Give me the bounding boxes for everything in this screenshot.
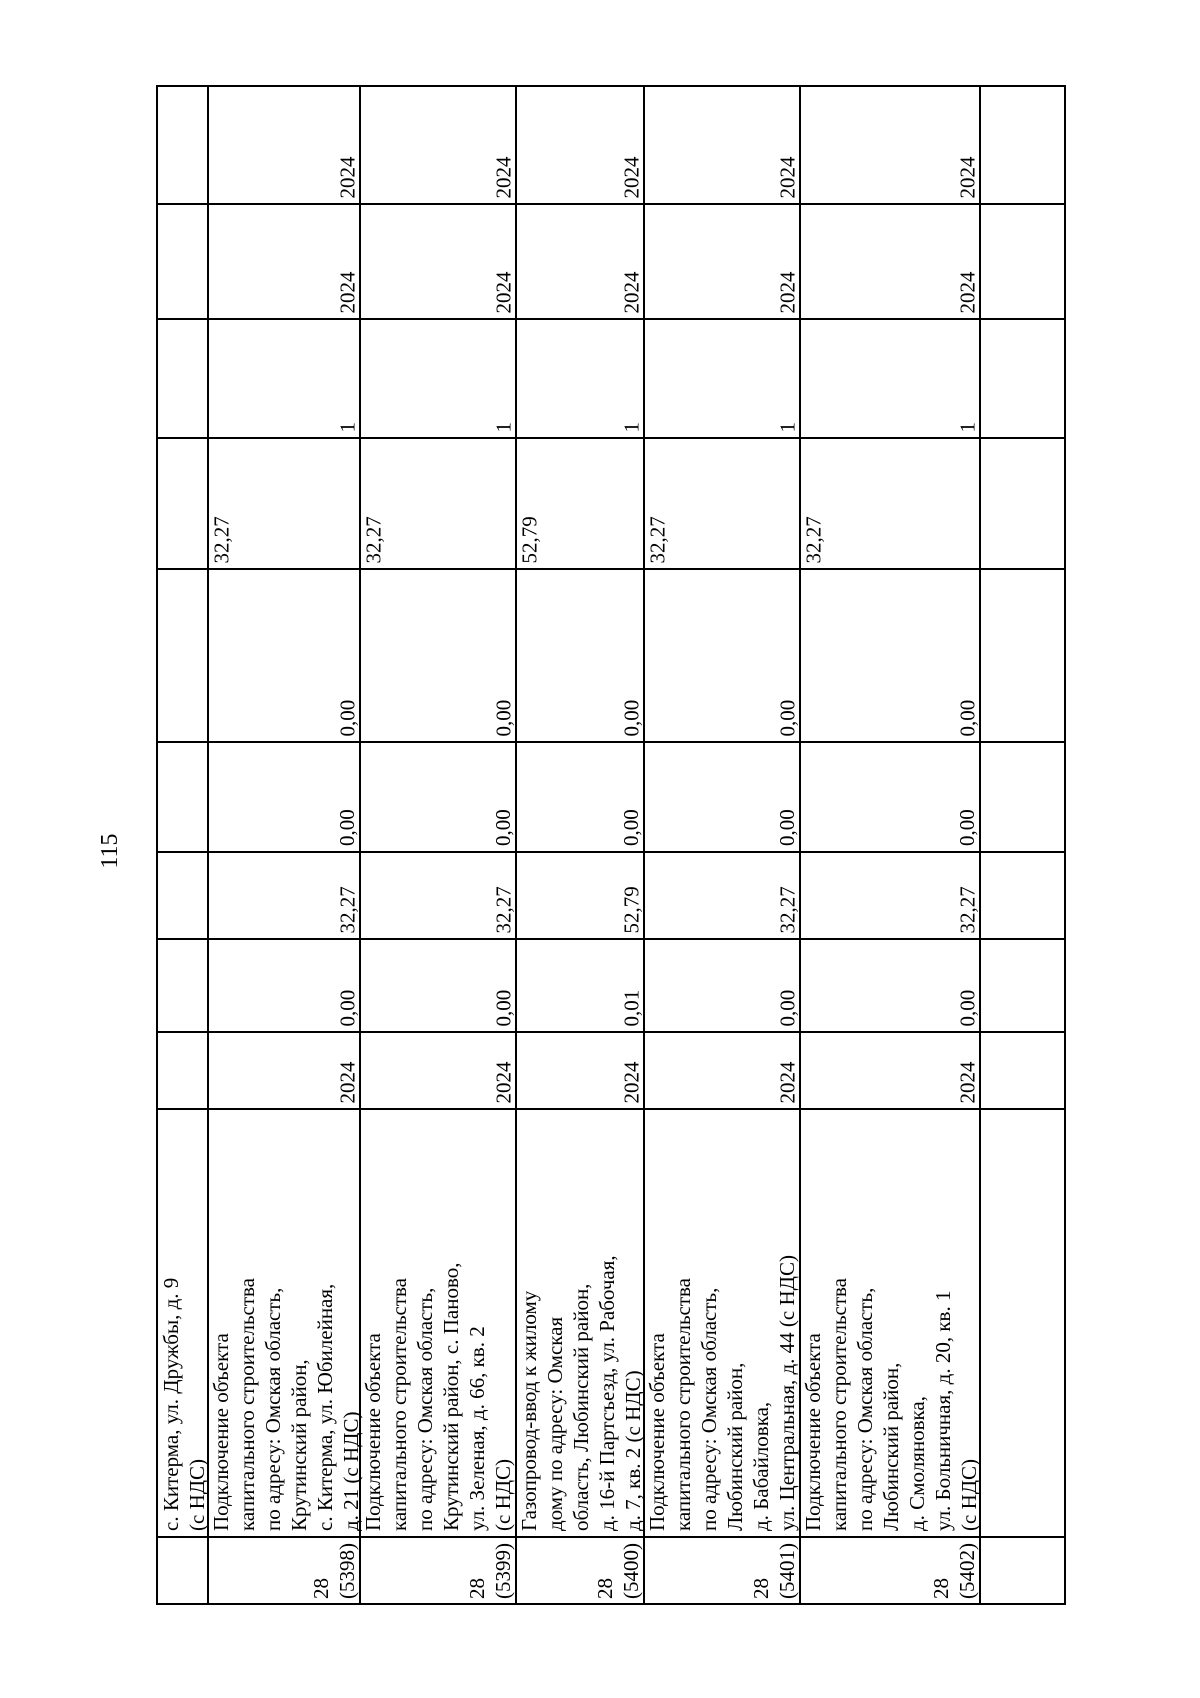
value-cell: 2024 (335, 1061, 359, 1103)
description-cell (360, 1109, 516, 1537)
value-cell: 0,00 (335, 699, 359, 736)
value-cell: 0,00 (491, 809, 515, 846)
value-cell: 1 (491, 421, 515, 432)
value-cell: 2024 (955, 156, 979, 198)
id-cell (208, 1537, 360, 1605)
value-cell: 2024 (491, 1061, 515, 1103)
id-cell-line: (5398) (335, 1543, 359, 1599)
value-cell: 0,00 (335, 989, 359, 1026)
value-cell: 32,27 (955, 885, 979, 933)
description-cell-line: ул. Центральная, д. 44 (с НДС) (775, 1255, 799, 1531)
value-cell: 2024 (491, 271, 515, 313)
value-cell: 52,79 (517, 515, 541, 563)
value-cell: 2024 (955, 1061, 979, 1103)
id-cell-line: 28 (593, 1578, 617, 1599)
description-cell-line: (с НДС) (185, 1458, 209, 1531)
value-cell: 0,00 (491, 699, 515, 736)
description-cell-line: д. Смоляновка, (905, 1396, 929, 1531)
description-cell-line: Газопровод-ввод к жилому (517, 1290, 541, 1531)
value-cell: 32,27 (801, 515, 825, 563)
value-cell: 32,27 (209, 515, 233, 563)
description-cell-line: ул. Больничная, д. 20, кв. 1 (931, 1290, 955, 1531)
description-cell-line: капитального строительства (235, 1278, 259, 1531)
description-cell-line: по адресу: Омская область, (697, 1287, 721, 1531)
value-cell: 0,01 (619, 989, 643, 1026)
description-cell-line: д. 7, кв. 2 (с НДС) (621, 1370, 645, 1531)
description-cell-line: Любинский район, (723, 1362, 747, 1531)
id-cell-line: (5401) (775, 1543, 799, 1599)
value-cell: 2024 (619, 271, 643, 313)
description-cell-line: по адресу: Омская область, (261, 1287, 285, 1531)
description-cell-line: по адресу: Омская область, (413, 1287, 437, 1531)
description-cell-line: д. Бабайловка, (749, 1401, 773, 1531)
description-cell-line: Крутинский район, с. Паново, (439, 1262, 463, 1531)
description-cell-line: капитального строительства (671, 1278, 695, 1531)
value-cell: 2024 (491, 156, 515, 198)
id-cell-line: (5399) (491, 1543, 515, 1599)
data-table (156, 85, 1066, 1605)
id-cell-line: 28 (749, 1578, 773, 1599)
description-cell-line: Подключение объекта (645, 1333, 669, 1531)
value-cell: 0,00 (335, 809, 359, 846)
description-cell-line: (с НДС) (491, 1458, 515, 1531)
value-cell: 0,00 (955, 699, 979, 736)
id-cell (516, 1537, 644, 1605)
description-cell (158, 1109, 208, 1537)
description-cell-line: Подключение объекта (801, 1333, 825, 1531)
value-cell: 2024 (775, 156, 799, 198)
description-cell-line: д. 16-й Партсъезд, ул. Рабочая, (595, 1255, 619, 1531)
value-cell: 0,00 (491, 989, 515, 1026)
id-cell-line: (5400) (619, 1543, 643, 1599)
page-number: 115 (97, 833, 123, 869)
description-cell-line: область, Любинский район, (569, 1283, 593, 1531)
description-cell-line: (с НДС) (957, 1458, 981, 1531)
id-cell (360, 1537, 516, 1605)
id-cell (800, 1537, 980, 1605)
value-cell: 2024 (955, 271, 979, 313)
value-cell: 1 (955, 421, 979, 432)
value-cell: 32,27 (361, 515, 385, 563)
value-cell: 52,79 (619, 885, 643, 933)
value-cell: 1 (619, 421, 643, 432)
value-cell: 2024 (619, 156, 643, 198)
description-cell-line: ул. Зеленая, д. 66, кв. 2 (465, 1326, 489, 1531)
description-cell-line: капитального строительства (827, 1278, 851, 1531)
description-cell-line: по адресу: Омская область, (853, 1287, 877, 1531)
description-cell (644, 1109, 800, 1537)
description-cell-line: Крутинский район, (287, 1359, 311, 1531)
description-cell-line: Подключение объекта (209, 1333, 233, 1531)
value-cell: 0,00 (775, 809, 799, 846)
value-cell: 32,27 (491, 885, 515, 933)
value-cell: 32,27 (335, 885, 359, 933)
description-cell (800, 1109, 980, 1537)
description-cell-line: дому по адресу: Омская (543, 1316, 567, 1531)
description-cell-line: с. Китерма, ул. Юбилейная, (313, 1283, 337, 1531)
id-cell-line: 28 (465, 1578, 489, 1599)
id-cell-line: 28 (929, 1578, 953, 1599)
description-cell-line: д. 21 (с НДС) (339, 1411, 363, 1531)
value-cell: 2024 (335, 271, 359, 313)
value-cell: 1 (775, 421, 799, 432)
value-cell: 0,00 (955, 809, 979, 846)
id-cell-line: 28 (309, 1578, 333, 1599)
value-cell: 2024 (335, 156, 359, 198)
description-cell (208, 1109, 363, 1537)
description-cell-line: капитального строительства (387, 1278, 411, 1531)
id-cell (644, 1537, 800, 1605)
id-cell-line: (5402) (955, 1543, 979, 1599)
value-cell: 32,27 (645, 515, 669, 563)
value-cell: 32,27 (775, 885, 799, 933)
value-cell: 0,00 (775, 989, 799, 1026)
value-cell: 2024 (775, 1061, 799, 1103)
value-cell: 1 (335, 421, 359, 432)
value-cell: 0,00 (619, 699, 643, 736)
value-cell: 2024 (619, 1061, 643, 1103)
description-cell-line: Любинский район, (879, 1362, 903, 1531)
description-cell (516, 1109, 644, 1537)
value-cell: 0,00 (955, 989, 979, 1026)
description-cell-line: с. Китерма, ул. Дружбы, д. 9 (159, 1277, 183, 1531)
value-cell: 0,00 (619, 809, 643, 846)
value-cell: 0,00 (775, 699, 799, 736)
description-cell-line: Подключение объекта (361, 1333, 385, 1531)
value-cell: 2024 (775, 271, 799, 313)
